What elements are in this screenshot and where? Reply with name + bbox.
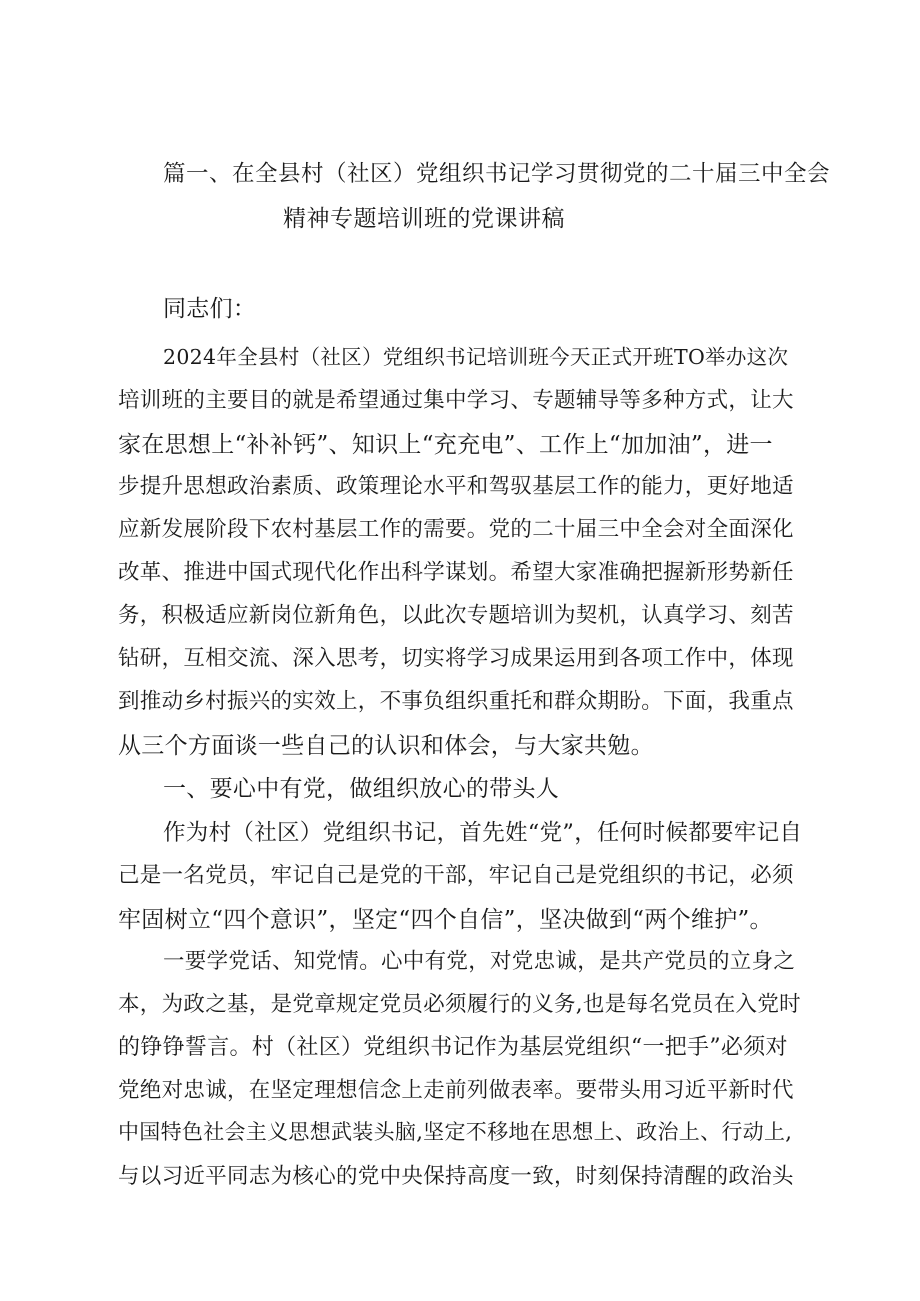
paragraph-line: 应新发展阶段下农村基层工作的需要。党的二十届三中全会对全面深化 bbox=[118, 517, 794, 542]
paragraph-line: 务，积极适应新岗位新角色，以此次专题培训为契机，认真学习、刻苦 bbox=[118, 603, 794, 628]
paragraph-line: 己是一名党员，牢记自己是党的干部，牢记自己是党组织的书记，必须 bbox=[118, 863, 794, 888]
paragraph-line: 家在思想上“补补钙”、知识上“充充电”、工作上“加加油”，进一 bbox=[118, 432, 773, 458]
paragraph-line: 作为村（社区）党组织书记，首先姓“党”，任何时候都要牢记自 bbox=[163, 820, 803, 846]
paragraph-line: 一要学党话、知党情。心中有党，对党忠诚，是共产党员的立身之 bbox=[163, 949, 796, 974]
paragraph-line: 钻研，互相交流、深入思考，切实将学习成果运用到各项工作中，体现 bbox=[118, 646, 794, 671]
document-title-line-2: 精神专题培训班的党课讲稿 bbox=[283, 206, 565, 232]
paragraph-line: 的铮铮誓言。村（社区）党组织书记作为基层党组织“一把手”必须对 bbox=[118, 1035, 788, 1060]
paragraph-line: 从三个方面谈一些自己的认识和体会，与大家共勉。 bbox=[118, 733, 654, 759]
paragraph-line: 到推动乡村振兴的实效上，不事负组织重托和群众期盼。下面，我重点 bbox=[118, 689, 794, 714]
section-heading: 一、要心中有党，做组织放心的带头人 bbox=[163, 776, 560, 802]
paragraph-line: 中国特色社会主义思想武装头脑,坚定不移地在思想上、政治上、行动上, bbox=[118, 1120, 793, 1144]
paragraph-line: 步提升思想政治素质、政策理论水平和驾驭基层工作的能力，更好地适 bbox=[118, 474, 794, 499]
paragraph-line: 与以习近平同志为核心的党中央保持高度一致，时刻保持清醒的政治头 bbox=[118, 1164, 794, 1189]
paragraph-line: 党绝对忠诚，在坚定理想信念上走前列做表率。要带头用习近平新时代 bbox=[118, 1078, 794, 1103]
document-title-line-1: 篇一、在全县村（社区）党组织书记学习贯彻党的二十届三中全会 bbox=[163, 161, 831, 187]
paragraph-line: 本，为政之基，是党章规定党员必须履行的义务,也是每名党员在入党时 bbox=[118, 992, 801, 1017]
paragraph-line: 牢固树立“四个意识”，坚定“四个自信”，坚决做到“两个维护”。 bbox=[118, 907, 773, 933]
paragraph-line: 改革、推进中国式现代化作出科学谋划。希望大家准确把握新形势新任 bbox=[118, 560, 794, 585]
salutation: 同志们： bbox=[163, 296, 257, 322]
paragraph-line: 2024年全县村（社区）党组织书记培训班今天正式开班TO举办这次 bbox=[163, 345, 789, 369]
paragraph-line: 培训班的主要目的就是希望通过集中学习、专题辅导等多种方式，让大 bbox=[118, 388, 794, 413]
